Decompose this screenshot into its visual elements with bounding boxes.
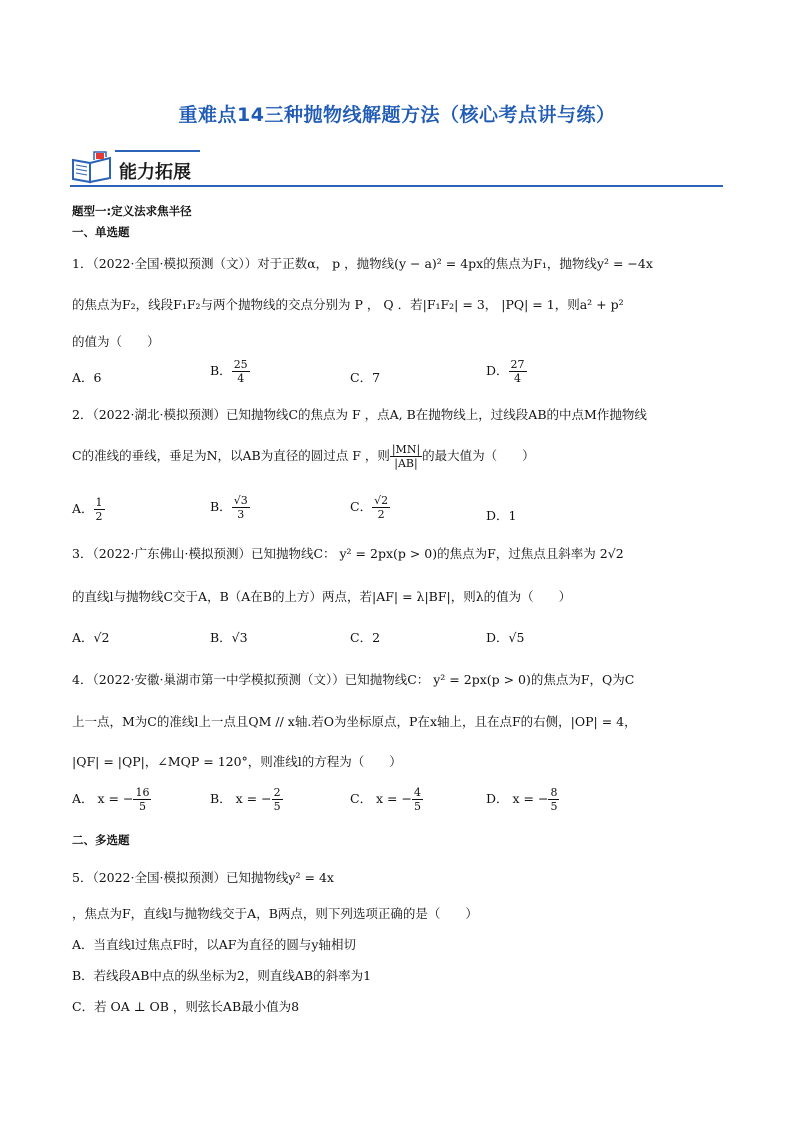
- q5-option-c: C．若 OA ⊥ OB ，则弦长AB最小值为8: [72, 999, 300, 1014]
- q2-a-num: 1: [95, 496, 103, 509]
- q1-d-num: 27: [510, 358, 525, 371]
- q4-d-num: 8: [550, 786, 558, 799]
- q2-c-num: √2: [374, 494, 389, 507]
- q2-c-den: 2: [377, 508, 385, 521]
- q1-b-num: 25: [233, 358, 248, 371]
- q2-option-c: [350, 494, 390, 521]
- q4-b-num: 2: [273, 786, 281, 799]
- q4-option-c: [350, 786, 423, 813]
- q4-c-num: 4: [413, 786, 421, 799]
- q2-option-b-label: B．: [210, 499, 232, 514]
- q2-line2a: C的准线的垂线，垂足为N，以AB为直径的圆过点 F ，则: [72, 448, 390, 463]
- q4-option-a-label: A． x = −: [72, 791, 134, 806]
- q3-option-c: C．2: [350, 630, 381, 645]
- q5-line1: 5．（2022·全国·模拟预测）已知抛物线y² = 4x: [72, 870, 334, 885]
- book-icon: [70, 150, 116, 184]
- q5-option-a: A．当直线l过焦点F时，以AF为直径的圆与y轴相切: [72, 937, 356, 952]
- q2-option-d: D．1: [486, 508, 517, 523]
- q4-line3: |QF| = |QP|，∠MQP = 120°，则准线l的方程为（ ）: [72, 754, 402, 769]
- q4-option-b-label: B． x = −: [210, 791, 272, 806]
- q3-option-b: B．√3: [210, 630, 248, 645]
- part-heading-single: 一、单选题: [72, 225, 130, 239]
- section-top-accent: [115, 150, 200, 152]
- q1-line2: 的焦点为F₂，线段F₁F₂与两个抛物线的交点分别为 P ， Q ．若|F₁F₂| = 3， |PQ| = 1，则a² + p²: [72, 297, 624, 312]
- q2-b-den: 3: [237, 508, 245, 521]
- q4-a-den: 5: [138, 800, 146, 813]
- q5-line2: ，焦点为F，直线l与抛物线交于A，B两点，则下列选项正确的是（ ）: [72, 906, 478, 921]
- q2-option-b: [210, 494, 250, 521]
- q4-option-c-label: C． x = −: [350, 791, 412, 806]
- part-heading-multi: 二、多选题: [72, 833, 130, 847]
- q4-option-d: [486, 786, 559, 813]
- q1-option-c: C．7: [350, 370, 381, 385]
- q5-option-b: B．若线段AB中点的纵坐标为2，则直线AB的斜率为1: [72, 968, 372, 983]
- section-label: 能力拓展: [119, 162, 191, 183]
- q2-option-c-label: C．: [350, 499, 373, 514]
- q4-a-num: 16: [135, 786, 150, 799]
- q4-c-den: 5: [413, 800, 421, 813]
- q1-option-a: A．6: [72, 370, 102, 385]
- q2-frac-num: |MN|: [391, 443, 421, 456]
- q2-b-num: √3: [233, 494, 248, 507]
- q2-line1: 2．（2022·湖北·模拟预测）已知抛物线C的焦点为 F ，点A, B在抛物线上，过线段AB的中点M作抛物线: [72, 407, 647, 422]
- q1-option-b: [210, 358, 250, 385]
- q2-frac-den: |AB|: [394, 457, 418, 470]
- q1-option-b-label: B．: [210, 363, 232, 378]
- q1-b-den: 4: [237, 372, 245, 385]
- q1-option-d-label: D．: [486, 363, 509, 378]
- q4-line2: 上一点，M为C的准线l上一点且QM // x轴.若O为坐标原点，P在x轴上，且在点F的右侧，|OP| = 4，: [72, 714, 637, 729]
- q4-option-a: [72, 786, 151, 813]
- q1-d-den: 4: [514, 372, 522, 385]
- q3-line2: 的直线l与抛物线C交于A，B（A在B的上方）两点，若|AF| = λ|BF|，则λ的值为（ ）: [72, 589, 572, 604]
- q2-line2b: 的最大值为（ ）: [422, 448, 535, 463]
- q4-line1: 4．（2022·安徽·巢湖市第一中学模拟预测（文））已知抛物线C： y² = 2px(p > 0)的焦点为F，Q为C: [72, 672, 635, 687]
- q4-option-d-label: D． x = −: [486, 791, 549, 806]
- q3-option-d: D．√5: [486, 630, 525, 645]
- q1-option-d: [486, 358, 527, 385]
- q3-line1: 3．（2022·广东佛山·模拟预测）已知抛物线C： y² = 2px(p > 0)的焦点为F，过焦点且斜率为 2√2: [72, 546, 624, 561]
- q3-option-a: A．√2: [72, 630, 110, 645]
- q4-b-den: 5: [273, 800, 281, 813]
- q4-option-b: [210, 786, 283, 813]
- q1-line3: 的值为（ ）: [72, 334, 160, 349]
- q2-line2: [72, 443, 535, 470]
- q2-option-a: [72, 496, 105, 523]
- page-title: 重难点14三种抛物线解题方法（核心考点讲与练）: [178, 104, 616, 126]
- q4-d-den: 5: [550, 800, 558, 813]
- q2-option-a-label: A．: [72, 501, 94, 516]
- question-type: 题型一:定义法求焦半径: [72, 204, 192, 218]
- q1-line1: 1．（2022·全国·模拟预测（文））对于正数α， p ，抛物线(y − a)² = 4px的焦点为F₁，抛物线y² = −4x: [72, 256, 653, 271]
- section-rule: [70, 185, 723, 187]
- q2-a-den: 2: [95, 510, 103, 523]
